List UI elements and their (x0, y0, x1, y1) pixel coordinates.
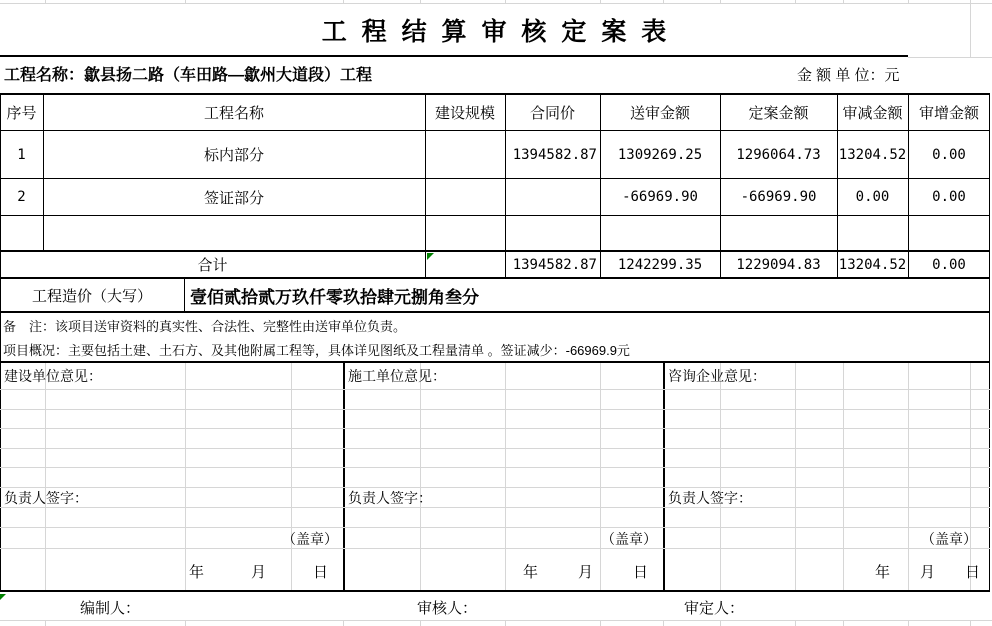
date-line-owner (0, 560, 343, 582)
cell-name-2[interactable]: 签证部分 (203, 189, 264, 207)
cell-review-2[interactable]: -66969.90 (622, 189, 698, 205)
date-line-consultant (665, 560, 990, 582)
cell-contract-1[interactable]: 1394582.87 (512, 146, 597, 163)
opinion-title-contractor: 施工单位意见： (348, 368, 446, 384)
gridline (45, 0, 46, 3)
cell-total-increase[interactable]: 0.00 (932, 256, 966, 273)
col-header-decrease[interactable]: 审减金额 (842, 105, 903, 122)
gridline (0, 548, 990, 549)
gridline (843, 0, 844, 3)
note-line-1: 备 注：该项目送审资料的真实性、合法性、完整性由送审单位负责。 (3, 319, 407, 334)
preparer-label: 编制人： (80, 599, 141, 617)
approver-label: 审定人： (684, 599, 745, 617)
cell-name-1[interactable]: 标内部分 (203, 147, 264, 164)
gridline (185, 0, 186, 3)
cell-increase-2[interactable]: 0.00 (932, 189, 966, 205)
month-label: 月 (250, 563, 266, 581)
gridline (343, 0, 344, 3)
gridline (185, 620, 186, 626)
cell-total-decrease[interactable]: 13204.52 (838, 256, 907, 273)
cell-final-1[interactable]: 1296064.73 (736, 146, 821, 163)
gridline (505, 0, 506, 3)
cell-decrease-2[interactable]: 0.00 (855, 189, 890, 205)
divider (0, 55, 908, 57)
gridline (420, 620, 421, 626)
gridline (720, 620, 721, 626)
cell-empty-row[interactable] (0, 216, 990, 250)
table-border (184, 277, 185, 311)
gridline (970, 620, 971, 626)
date-line-contractor (345, 560, 663, 582)
gridline (720, 0, 721, 3)
cell-scale-2[interactable] (425, 179, 505, 215)
sign-label-consultant: 负责人签字： (668, 490, 752, 506)
cell-contract-2[interactable] (505, 179, 600, 215)
col-header-increase[interactable]: 审增金额 (918, 105, 979, 122)
gridline (663, 0, 664, 3)
unit-label: 金 额 单 位：元 (797, 66, 900, 84)
col-header-name[interactable]: 工程名称 (203, 105, 264, 122)
month-label: 月 (919, 563, 935, 581)
cell-decrease-1[interactable]: 13204.52 (838, 146, 907, 163)
col-header-review[interactable]: 送审金额 (629, 105, 690, 122)
cell-error-marker (427, 253, 434, 260)
seal-label-consultant: （盖章） (921, 531, 977, 547)
reviewer-label: 审核人： (417, 599, 478, 617)
gridline (663, 620, 664, 626)
gridline (908, 57, 992, 58)
opinion-title-owner: 建设单位意见： (4, 368, 102, 384)
note-line-2: 项目概况：主要包括土建、土石方、及其他附属工程等，具体详见图纸及工程量清单 。签证减少：-66969.9元 (3, 343, 630, 358)
seal-label-owner: （盖章） (282, 531, 338, 547)
gridline (908, 620, 909, 626)
cell-total-review[interactable]: 1242299.35 (617, 256, 703, 273)
gridline (908, 0, 909, 3)
day-label: 日 (632, 563, 648, 581)
cell-error-marker (0, 594, 6, 600)
gridline (343, 620, 344, 626)
sign-label-contractor: 负责人签字： (348, 490, 432, 506)
col-header-no[interactable]: 序号 (6, 105, 37, 122)
cell-no-1[interactable]: 1 (17, 146, 26, 163)
amount-words-label: 工程造价（大写） (31, 287, 152, 305)
sign-label-owner: 负责人签字： (4, 490, 88, 506)
cell-increase-1[interactable]: 0.00 (932, 146, 966, 163)
gridline (45, 620, 46, 626)
col-header-contract[interactable]: 合同价 (529, 105, 575, 122)
amount-words-value: 壹佰贰拾贰万玖仟零玖拾肆元捌角叁分 (190, 287, 479, 307)
col-header-scale[interactable]: 建设规模 (434, 105, 495, 122)
cell-total-label[interactable]: 合计 (197, 257, 228, 274)
seal-label-contractor: （盖章） (601, 531, 657, 547)
table-border (0, 590, 990, 592)
opinion-area-consultant[interactable] (665, 389, 989, 484)
table-border (0, 361, 990, 363)
gridline (843, 620, 844, 626)
cell-final-2[interactable]: -66969.90 (740, 189, 817, 205)
col-header-final[interactable]: 定案金额 (748, 105, 809, 122)
month-label: 月 (577, 563, 593, 581)
gridline (795, 620, 796, 626)
gridline (0, 3, 992, 4)
table-border (0, 311, 990, 313)
year-label: 年 (188, 563, 204, 581)
project-name: 工程名称：歙县扬二路（车田路—歙州大道段）工程 (4, 66, 373, 84)
gridline (505, 620, 506, 626)
gridline (795, 0, 796, 3)
day-label: 日 (312, 563, 328, 581)
cell-scale-1[interactable] (425, 131, 505, 178)
page-title: 工 程 结 算 审 核 定 案 表 (321, 18, 671, 46)
cell-review-1[interactable]: 1309269.25 (617, 146, 703, 163)
gridline (0, 527, 990, 528)
gridline (420, 0, 421, 3)
year-label: 年 (874, 563, 890, 581)
opinion-title-consultant: 咨询企业意见： (668, 368, 766, 384)
gridline (600, 620, 601, 626)
year-label: 年 (522, 563, 538, 581)
opinion-area-owner[interactable] (1, 389, 343, 484)
cell-total-contract[interactable]: 1394582.87 (512, 256, 597, 273)
day-label: 日 (964, 563, 980, 581)
opinion-area-contractor[interactable] (345, 389, 663, 484)
cell-no-2[interactable]: 2 (17, 189, 26, 205)
gridline (600, 0, 601, 3)
cell-total-final[interactable]: 1229094.83 (736, 256, 821, 273)
